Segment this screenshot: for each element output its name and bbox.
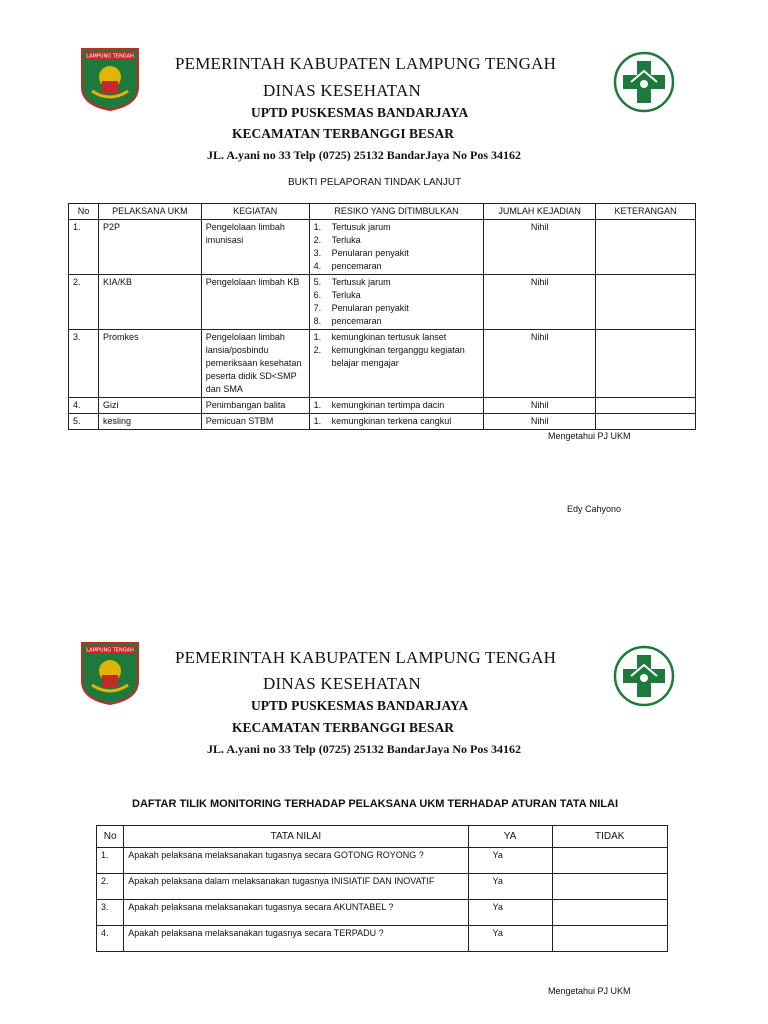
col-tata-nilai: TATA NILAI [124,826,468,848]
lampung-tengah-crest-icon [80,641,140,705]
row-nilai: Apakah pelaksana melaksanakan tugasnya secara AKUNTABEL ? [124,900,468,926]
table-header-row [97,826,668,848]
col-no: No [69,204,99,220]
header-address: JL. A.yani no 33 Telp (0725) 25132 BandarJaya No Pos 34162 [207,742,522,756]
lampung-tengah-crest-icon [80,47,140,111]
row-kegiatan: Pengelolaan limbah KB [201,275,309,330]
section2-title: DAFTAR TILIK MONITORING TERHADAP PELAKSANA UKM TERHADAP ATURAN TATA NILAI [132,798,619,810]
row-resiko [309,414,484,430]
risk-text: kemungkinan tertusuk lanset [331,332,447,342]
risk-text: kemungkinan terkena cangkul [331,416,452,426]
letterhead-2 [80,641,140,710]
risk-text: Terluka [331,235,361,245]
row-ya: Ya [468,900,552,926]
row-resiko [309,220,484,275]
letterhead-1 [80,47,140,116]
puskesmas-cross-icon [613,51,675,113]
table-row [97,874,668,900]
risk-text: Penularan penyakit [331,303,409,313]
col-kegiatan: KEGIATAN [201,204,309,220]
row-jumlah: Nihil [484,275,596,330]
row-no: 1. [97,848,124,874]
row-tidak [552,926,667,952]
table-row [69,275,696,330]
table-row [97,848,668,874]
row-kegiatan: Pemicuan STBM [201,414,309,430]
row-resiko [309,330,484,398]
row-no: 2. [97,874,124,900]
risk-number: 4. [313,261,322,271]
row-resiko [309,275,484,330]
row-pelaksana: Gizi [98,398,201,414]
risk-number: 2. [313,345,322,355]
col-keterangan: KETERANGAN [596,204,696,220]
row-keterangan [596,398,696,414]
row-ya: Ya [468,848,552,874]
col-jumlah: JUMLAH KEJADIAN [484,204,596,220]
row-no: 4. [69,398,99,414]
row-kegiatan: Pengelolaan limbah lansia/posbindu pemeriksaan kesehatan peserta didik SD<SMP dan SMA [201,330,309,398]
table-row [97,926,668,952]
row-kegiatan: Pengelolaan limbah imunisasi [201,220,309,275]
risk-number: 2. [313,235,322,245]
row-nilai: Apakah pelaksana melaksanakan tugasnya secara GOTONG ROYONG ? [124,848,468,874]
table-row [69,220,696,275]
row-jumlah: Nihil [484,414,596,430]
header-line1: PEMERINTAH KABUPATEN LAMPUNG TENGAH [175,54,557,73]
row-tidak [552,900,667,926]
col-pelaksana: PELAKSANA UKM [98,204,201,220]
risk-text: pencemaran [331,316,382,326]
row-no: 2. [69,275,99,330]
row-nilai: Apakah pelaksana melaksanakan tugasnya secara TERPADU ? [124,926,468,952]
risk-number: 1. [313,332,322,342]
risk-number: 5. [313,277,322,287]
risk-text: Tertusuk jarum [331,277,391,287]
row-no: 4. [97,926,124,952]
risk-text: pencemaran [331,261,382,271]
row-no: 3. [69,330,99,398]
risk-number: 3. [313,248,322,258]
monitoring-table [96,825,668,952]
row-jumlah: Nihil [484,330,596,398]
header-line2: DINAS KESEHATAN [263,81,421,100]
row-pelaksana: P2P [98,220,201,275]
row-tidak [552,874,667,900]
puskesmas-cross-icon [613,645,675,707]
header-line4: KECAMATAN TERBANGGI BESAR [232,720,455,735]
header-line1: PEMERINTAH KABUPATEN LAMPUNG TENGAH [175,648,557,667]
signoff-label-1: Mengetahui PJ UKM [548,431,631,441]
table-row [69,398,696,414]
report-table [68,203,696,430]
risk-number: 6. [313,290,322,300]
risk-text: kemungkinan terganggu kegiatan belajar mengajar [331,345,465,368]
signer-name: Edy Cahyono [567,504,622,514]
risk-text: Tertusuk jarum [331,222,391,232]
col-no: No [97,826,124,848]
col-tidak: TIDAK [552,826,667,848]
signoff-label-2: Mengetahui PJ UKM [548,986,631,996]
risk-number: 7. [313,303,322,313]
risk-number: 1. [313,416,322,426]
header-line3: UPTD PUSKESMAS BANDARJAYA [251,698,469,713]
row-ya: Ya [468,874,552,900]
table-row [97,900,668,926]
table-row [69,414,696,430]
table-row [69,330,696,398]
risk-text: kemungkinan tertimpa dacin [331,400,445,410]
row-resiko [309,398,484,414]
row-keterangan [596,330,696,398]
row-pelaksana: Promkes [98,330,201,398]
header-line3: UPTD PUSKESMAS BANDARJAYA [251,105,469,120]
crest-text: LAMPUNG TENGAH [86,53,134,60]
row-keterangan [596,275,696,330]
row-no: 1. [69,220,99,275]
row-kegiatan: Penimbangan balita [201,398,309,414]
col-ya: YA [468,826,552,848]
row-jumlah: Nihil [484,398,596,414]
header-line2: DINAS KESEHATAN [263,674,421,693]
header-line4: KECAMATAN TERBANGGI BESAR [232,126,455,141]
risk-text: Penularan penyakit [331,248,409,258]
section1-title: BUKTI PELAPORAN TINDAK LANJUT [288,177,462,188]
row-ya: Ya [468,926,552,952]
risk-text: Terluka [331,290,361,300]
row-jumlah: Nihil [484,220,596,275]
col-resiko: RESIKO YANG DITIMBULKAN [309,204,484,220]
row-keterangan [596,220,696,275]
row-no: 5. [69,414,99,430]
crest-text: LAMPUNG TENGAH [86,647,134,654]
risk-number: 8. [313,316,322,326]
risk-number: 1. [313,400,322,410]
header-address: JL. A.yani no 33 Telp (0725) 25132 BandarJaya No Pos 34162 [207,148,522,162]
row-nilai: Apakah pelaksana dalam melaksanakan tugasnya INISIATIF DAN INOVATIF [124,874,468,900]
table-header-row [69,204,696,220]
row-pelaksana: KIA/KB [98,275,201,330]
row-tidak [552,848,667,874]
row-pelaksana: kesling [98,414,201,430]
row-no: 3. [97,900,124,926]
risk-number: 1. [313,222,322,232]
row-keterangan [596,414,696,430]
